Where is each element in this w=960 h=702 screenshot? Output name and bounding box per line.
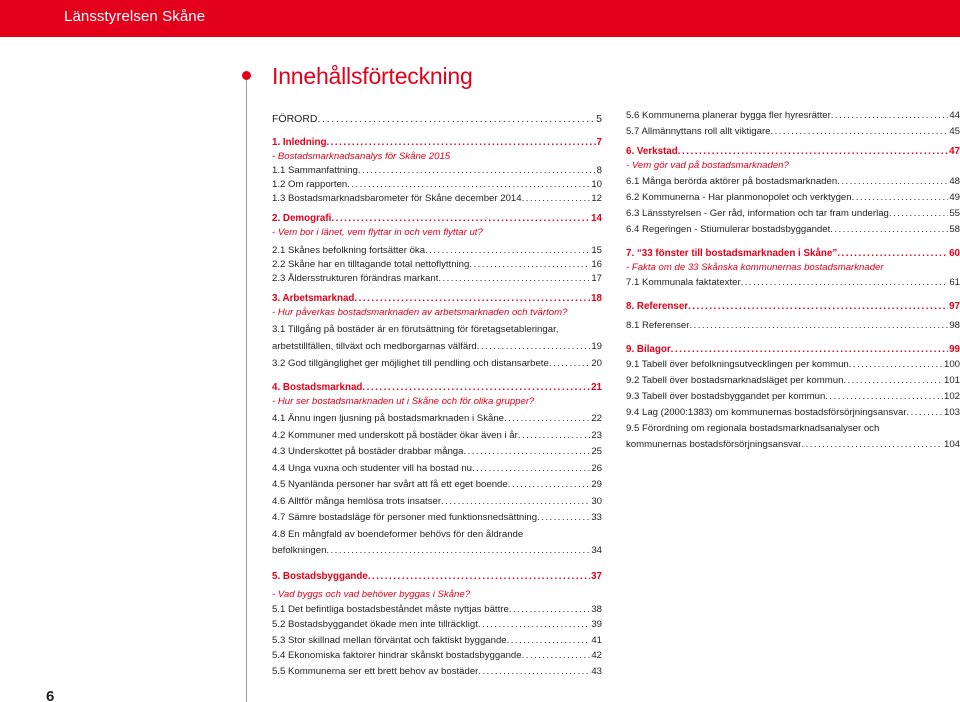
toc-chapter-6[interactable]: 6. Verkstad . . . 47 — [626, 145, 960, 159]
toc-column-right — [626, 109, 960, 452]
toc-entry-line[interactable]: 4.8 En mångfald av boendeformer behövs för den åldrande — [272, 528, 524, 540]
toc-entry[interactable]: 2.2 Skåne har en tilltagande total nettoflyttning . . . 16 — [272, 258, 602, 272]
toc-entry[interactable]: 6.3 Länsstyrelsen - Ger råd, information och tar fram underlag . . . 55 — [626, 207, 960, 221]
toc-entry[interactable]: 5.3 Stor skillnad mellan förväntat och faktiskt byggande . . . 41 — [272, 633, 602, 649]
toc-entry[interactable]: 4.7 Sämre bostadsläge för personer med funktionsnedsättning . . . 33 — [272, 510, 602, 527]
toc-entry[interactable]: 9.1 Tabell över befolkningsutvecklingen per kommun . . . 100 — [626, 358, 960, 372]
toc-chapter-8[interactable]: 8. Referenser . . . 97 — [626, 300, 960, 314]
toc-entry-line[interactable]: 9.5 Förordning om regionala bostadsmarknadsanalyser och — [626, 423, 880, 434]
vertical-rule — [246, 78, 247, 702]
toc-entry[interactable]: 1.3 Bostadsmarknadsbarometer för Skåne december 2014 . . . 12 — [272, 192, 602, 206]
toc-entry[interactable]: 8.1 Referenser . . . 98 — [626, 319, 960, 333]
chapter-2-subtitle: - Vem bor i länet, vem flyttar in och vem flyttar ut? — [272, 227, 483, 238]
toc-entry[interactable]: 5.5 Kommunerna ser ett brett behov av bostäder . . . 43 — [272, 664, 602, 680]
toc-entry[interactable]: 5.7 Allmännyttans roll allt viktigare . . . 45 — [626, 125, 960, 139]
toc-entry[interactable]: 3.2 God tillgänglighet ger möjlighet till pendling och distansarbete . . . 20 — [272, 357, 602, 371]
chapter-7-subtitle: - Fakta om de 33 Skånska kommunernas bostadsmarknader — [626, 262, 884, 273]
page-title: Innehållsförteckning — [272, 63, 473, 89]
toc-entry[interactable]: 4.5 Nyanlända personer har svårt att få ett eget boende . . . 29 — [272, 477, 602, 494]
toc-entry[interactable]: 5.6 Kommunerna planerar bygga fler hyresrätter . . . 44 — [626, 109, 960, 123]
toc-entry[interactable]: 9.3 Tabell över bostadsbyggandet per kommun . . . 102 — [626, 390, 960, 404]
toc-chapter-7[interactable]: 7. “33 fönster till bostadsmarknaden i Skåne” . . . 60 — [626, 247, 960, 261]
chapter-1-subtitle: - Bostadsmarknadsanalys för Skåne 2015 — [272, 151, 451, 162]
toc-chapter-1[interactable]: 1. Inledning . . . 7 — [272, 136, 602, 150]
toc-entry[interactable]: 5.4 Ekonomiska faktorer hindrar skånskt bostadsbyggande . . . 42 — [272, 648, 602, 664]
toc-entry[interactable]: 9.4 Lag (2000:1383) om kommunernas bostadsförsörjningsansvar . . . 103 — [626, 406, 960, 420]
toc-entry[interactable]: 4.2 Kommuner med underskott på bostäder ökar även i år . . . 23 — [272, 428, 602, 445]
page-number: 6 — [46, 688, 55, 702]
chapter-4-subtitle: - Hur ser bostadsmarknaden ut i Skåne och för olika grupper? — [272, 396, 535, 407]
toc-chapter-3[interactable]: 3. Arbetsmarknad . . . 18 — [272, 292, 602, 306]
toc-entry[interactable]: arbetstillfällen, tillväxt och medborgarnas välfärd . . . 19 — [272, 340, 602, 354]
toc-chapter-4[interactable]: 4. Bostadsmarknad . . . 21 — [272, 381, 602, 395]
toc-entry[interactable]: 6.4 Regeringen - Stiumulerar bostadsbyggandet . . . 58 — [626, 223, 960, 237]
toc-chapter-5[interactable]: 5. Bostadsbyggande . . . 37 — [272, 570, 602, 584]
toc-entry[interactable]: 1.1 Sammanfattning . . . 8 — [272, 164, 602, 178]
toc-entry[interactable]: 1.2 Om rapporten . . . 10 — [272, 178, 602, 192]
toc-entry-line[interactable]: 3.1 Tillgång på bostäder är en förutsättning för företagsetableringar, — [272, 324, 559, 335]
toc-entry[interactable]: 2.3 Åldersstrukturen förändras markant . . . 17 — [272, 272, 602, 286]
brand-name: Länsstyrelsen Skåne — [64, 8, 206, 25]
toc-entry[interactable]: 5.2 Bostadsbyggandet ökade men inte tillräckligt . . . 39 — [272, 617, 602, 633]
rule-dot-icon — [242, 71, 251, 80]
chapter-5-subtitle: - Vad byggs och vad behöver byggas i Skåne? — [272, 588, 471, 600]
toc-entry[interactable]: 4.1 Ännu ingen ljusning på bostadsmarknaden i Skåne . . . 22 — [272, 411, 602, 428]
chapter-3-subtitle: - Hur påverkas bostadsmarknaden av arbetsmarknaden och tvärtom? — [272, 307, 568, 318]
toc-column-left — [272, 112, 602, 679]
toc-entry[interactable]: 4.6 Alltför många hemlösa trots insatser . . . 30 — [272, 494, 602, 511]
toc-entry[interactable]: 7.1 Kommunala faktatexter . . . 61 — [626, 276, 960, 290]
toc-chapter-2[interactable]: 2. Demografi . . . 14 — [272, 212, 602, 226]
toc-entry[interactable]: 9.2 Tabell över bostadsmarknadsläget per kommun . . . 101 — [626, 374, 960, 388]
toc-entry-foreword[interactable]: FÖRORD . . . 5 — [272, 112, 602, 126]
toc-entry[interactable]: 2.1 Skånes befolkning fortsätter öka . . . 15 — [272, 244, 602, 258]
toc-entry[interactable]: 6.2 Kommunerna - Har planmonopolet och verktygen . . . 49 — [626, 191, 960, 205]
toc-entry[interactable]: befolkningen . . . 34 — [272, 543, 602, 560]
toc-entry[interactable]: 5.1 Det befintliga bostadsbeståndet måste nyttjas bättre . . . 38 — [272, 602, 602, 618]
toc-entry[interactable]: 6.1 Många berörda aktörer på bostadsmarknaden . . . 48 — [626, 175, 960, 189]
header-bar — [0, 0, 960, 37]
toc-entry[interactable]: 4.4 Unga vuxna och studenter vill ha bostad nu . . . 26 — [272, 461, 602, 478]
toc-chapter-9[interactable]: 9. Bilagor . . . 99 — [626, 343, 960, 357]
chapter-6-subtitle: - Vem gör vad på bostadsmarknaden? — [626, 160, 789, 171]
toc-entry[interactable]: kommunernas bostadsförsörjningsansvar . . . 104 — [626, 438, 960, 452]
toc-entry[interactable]: 4.3 Underskottet på bostäder drabbar många . . . 25 — [272, 444, 602, 461]
